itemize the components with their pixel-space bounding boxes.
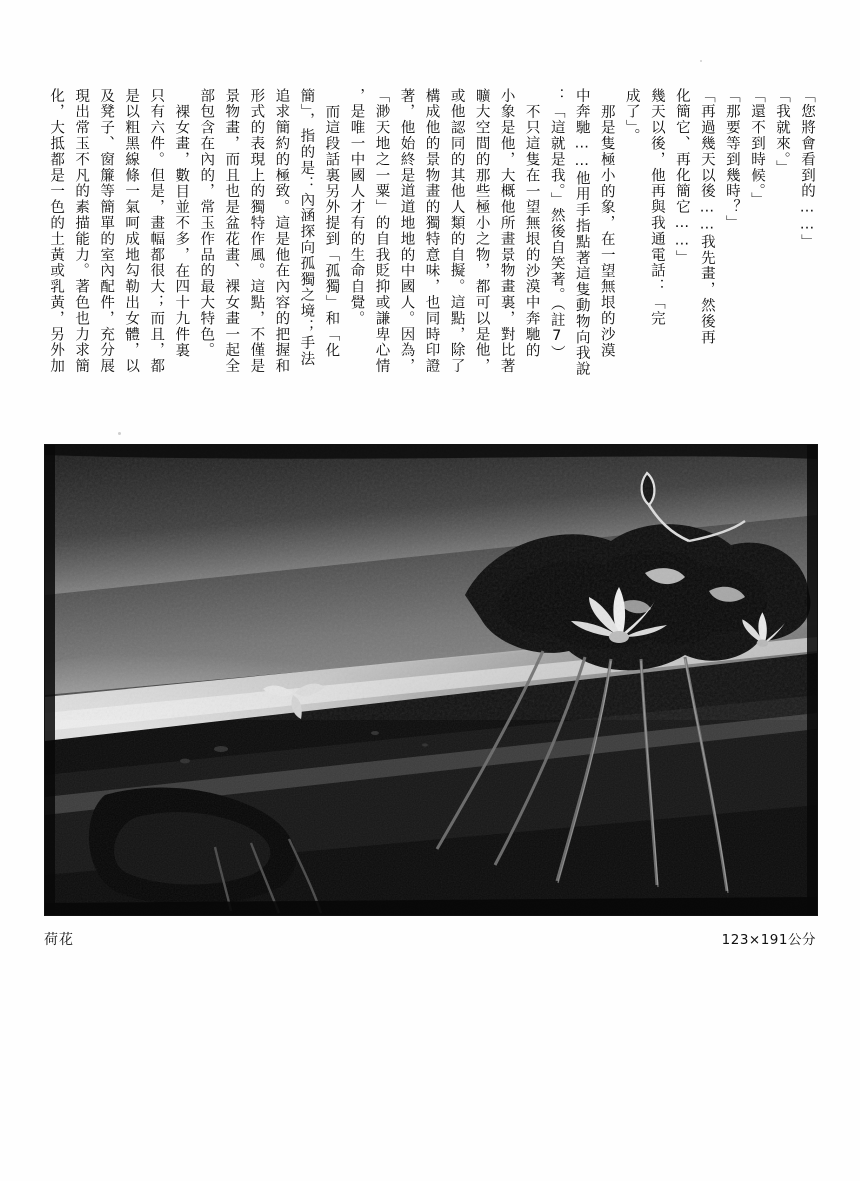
page-speck [118, 432, 121, 435]
text-column: 「還不到時候。」 [748, 88, 765, 208]
text-column: 現出常玉不凡的素描能力。著色也力求簡 [73, 88, 90, 375]
text-column: 「我就來。」 [773, 88, 790, 177]
text-column: ：「這就是我。」然後自笑著。（註7） [548, 88, 565, 362]
text-column: 化，大抵都是一色的土黃或乳黃，另外加 [48, 88, 65, 375]
text-column: 曠大空間的那些極小之物，都可以是他， [473, 88, 490, 375]
text-column: 只有六件。但是，畫幅都很大；而且，都 [148, 88, 165, 375]
figure-caption [44, 928, 816, 949]
text-column: 簡」，指的是：內涵探向孤獨之境；手法 [298, 88, 315, 367]
text-column: 中奔馳……他用手指點著這隻動物向我說 [573, 88, 590, 378]
text-column: 是以粗黑線條一氣呵成地勾勒出女體，以 [123, 88, 140, 375]
text-column: 著，他始終是道道地地的中國人。因為， [398, 88, 415, 375]
text-column: 幾天以後，他再與我通電話：「完 [648, 88, 665, 327]
text-column: ，是唯一中國人才有的生命自覺。 [348, 88, 365, 327]
text-column: 及凳子、窗簾等簡單的室內配件，充分展 [98, 88, 115, 375]
page-speck [700, 60, 702, 62]
text-column: 「渺天地之一粟」的自我貶抑或謙卑心情 [373, 88, 390, 375]
text-column: 「那要等到幾時？」 [723, 88, 740, 232]
text-column: 景物畫，而且也是盆花畫、裸女畫一起全 [223, 88, 240, 375]
text-column: 那是隻極小的象，在一望無垠的沙漠 [598, 104, 615, 359]
text-column: 小象是他，大概他所畫景物畫裏，對比著 [498, 88, 515, 375]
artwork-title: 荷花 [44, 932, 74, 948]
text-column: 「再過幾天以後……我先畫，然後再 [698, 88, 715, 346]
artwork-dimensions: 123×191公分 [721, 932, 816, 948]
text-column: 或他認同的其他人類的自擬。這點，除了 [448, 88, 465, 375]
text-column: 追求簡約的極致。這是他在內容的把握和 [273, 88, 290, 375]
text-column: 而這段話裏另外提到「孤獨」和「化 [323, 104, 340, 359]
artwork-plate [44, 444, 818, 916]
text-column: 部包含在內的，常玉作品的最大特色。 [198, 88, 215, 359]
text-column: 裸女畫，數目並不多，在四十九件裏 [173, 104, 190, 359]
text-column: 「您將會看到的……」 [799, 88, 815, 250]
text-column: 化簡它、再化簡它……」 [673, 88, 690, 266]
text-column: 形式的表現上的獨特作風。這點，不僅是 [248, 88, 265, 375]
text-column: 構成他的景物畫的獨特意味，也同時印證 [423, 88, 440, 375]
text-column: 成了」。 [623, 88, 640, 145]
text-column: 不只這隻在一望無垠的沙漠中奔馳的 [523, 104, 540, 359]
article-body [42, 88, 818, 418]
artwork-image [45, 445, 817, 915]
